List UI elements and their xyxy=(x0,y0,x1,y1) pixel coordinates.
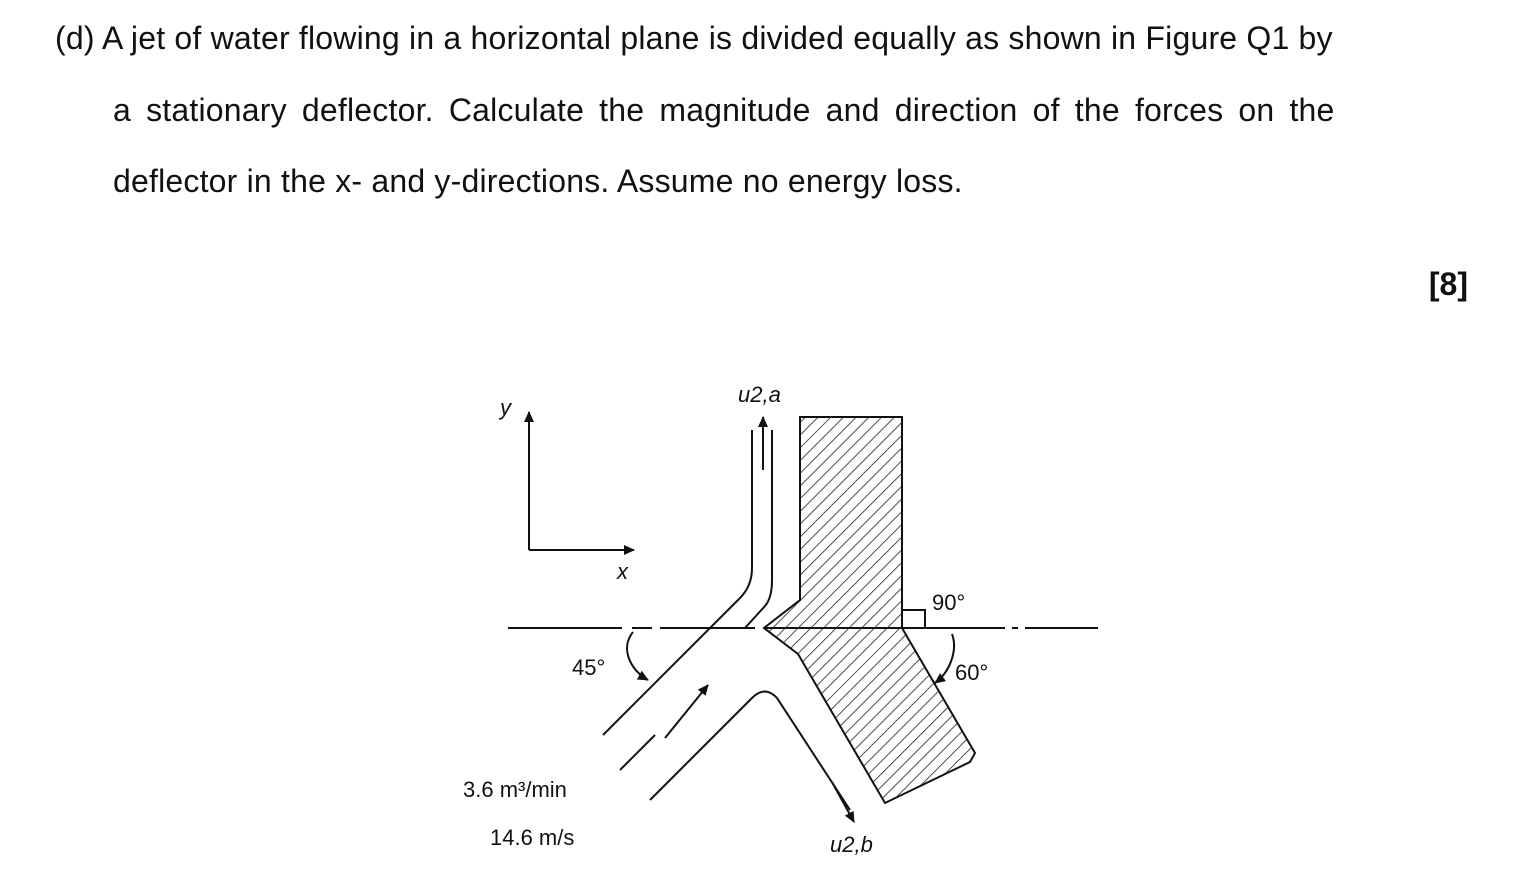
inlet-flow-arrow xyxy=(665,685,708,738)
axes xyxy=(498,395,634,584)
angle-60-arc xyxy=(935,634,954,683)
question-line-1: (d) A jet of water flowing in a horizontal plane is divided equally as shown in Figure Q1 by xyxy=(55,20,1333,56)
question-line-2: a stationary deflector. Calculate the magnitude and direction of the forces on the xyxy=(113,92,1335,128)
u2b-flow-arrow xyxy=(832,782,854,822)
velocity-label: 14.6 m/s xyxy=(490,825,575,850)
angle-45-label: 45° xyxy=(572,655,606,680)
axis-y-label: y xyxy=(500,395,511,420)
marks-label: [8] xyxy=(1428,266,1468,302)
right-angle-marker xyxy=(902,610,925,628)
u2b-label: u2,b xyxy=(830,832,873,857)
flow-rate-label: 3.6 m³/min xyxy=(463,777,567,802)
angle-45-arc xyxy=(627,632,648,680)
u2a-label: u2,a xyxy=(738,382,781,407)
angle-60-label: 60° xyxy=(955,660,989,685)
question-line-3: deflector in the x- and y-directions. Assume no energy loss. xyxy=(113,163,963,199)
axis-x-label: x xyxy=(617,559,628,584)
angle-90-label: 90° xyxy=(932,590,966,615)
